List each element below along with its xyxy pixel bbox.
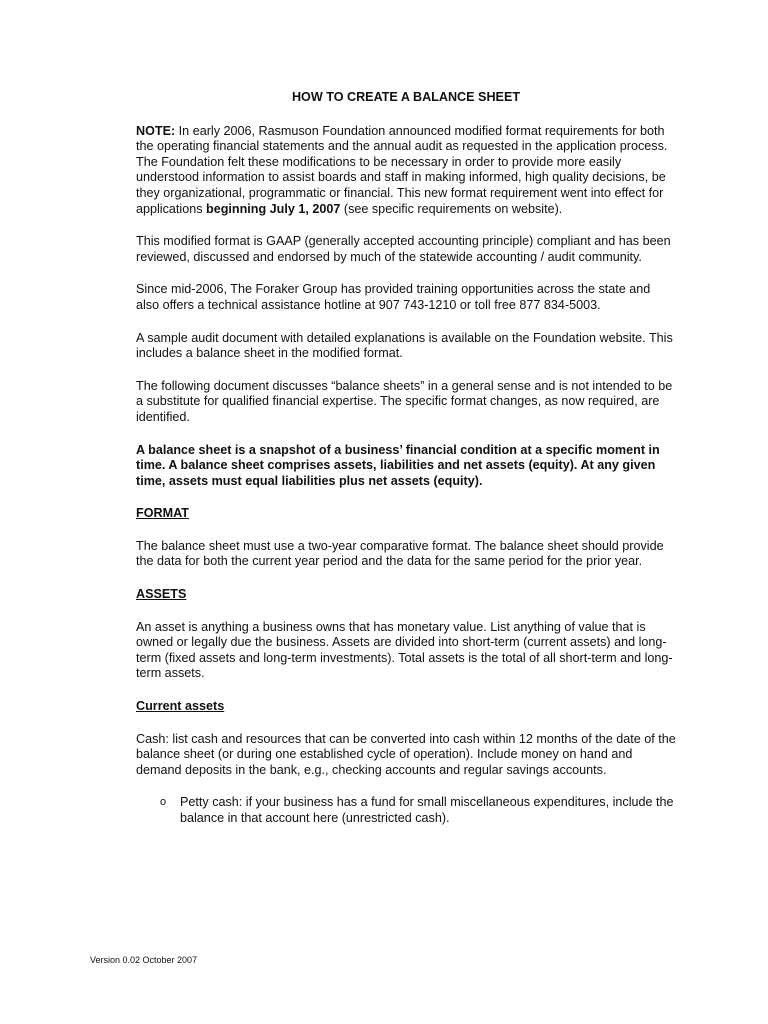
assets-text: An asset is anything a business owns that has monetary value. List anything of value that is owned or legally due the business. Assets are divided into short-term (current assets) and long-term (fixed assets and long-term investments). Total assets is the total of all short-term and long-term assets. [136, 619, 673, 681]
gaap-paragraph: This modified format is GAAP (generally accepted accounting principle) compliant and has been reviewed, discussed and endorsed by much of the statewide accounting / audit community. [136, 234, 671, 264]
assets-heading: ASSETS [136, 587, 187, 602]
note-paragraph [136, 124, 676, 218]
format-heading: FORMAT [136, 506, 189, 521]
current-assets-bullet-list [136, 795, 676, 826]
bullet-text: Petty cash: if your business has a fund for small miscellaneous expenditures, include the balance in that account here (unrestricted cash). [180, 795, 674, 825]
list-item [160, 795, 676, 826]
bullet-glyph: o [160, 796, 167, 809]
sample-audit-paragraph: A sample audit document with detailed explanations is available on the Foundation website. This includes a balance sheet in the modified format. [136, 330, 673, 361]
foraker-paragraph: Since mid-2006, The Foraker Group has provided training opportunities across the state and also offers a technical assistance hotline at 907 743-1210 or toll free 877 834-5003. [136, 282, 651, 312]
format-text: The balance sheet must use a two-year comparative format. The balance sheet should provide the data for both the current year period and the data for the same period for the prior year. [136, 538, 664, 569]
note-label: NOTE: [136, 123, 176, 138]
note-text-before: In early 2006, Rasmuson Foundation announced modified format requirements for both the operating financial statements and the annual audit as requested in the application process. The Foundation felt these modifications to be necessary in order to provide more easily understood information to assist boards and staff in making informed, high quality decisions, be they organizational, programmatic or financial. This new format requirement went into effect for applications [136, 123, 668, 216]
version-footer: Version 0.02 October 2007 [90, 955, 198, 965]
disclaimer-paragraph: The following document discusses “balance sheets” in a general sense and is not intended to be a substitute for qualified financial expertise. The specific format changes, as now required, are identified. [136, 378, 673, 424]
document-title: HOW TO CREATE A BALANCE SHEET [291, 90, 521, 104]
current-assets-text: Cash: list cash and resources that can be converted into cash within 12 months of the date of the balance sheet (or during one established cycle of operation). Include money on hand and demand deposits in the bank, e.g., checking accounts and regular savings accounts. [136, 731, 676, 777]
document-page [136, 90, 676, 827]
note-effective-date: beginning July 1, 2007 [206, 201, 341, 216]
balance-sheet-definition: A balance sheet is a snapshot of a business’ financial condition at a specific moment in time. A balance sheet comprises assets, liabilities and net assets (equity). At any given time, assets must equal liabilities plus net assets (equity). [136, 442, 660, 488]
note-text-after: (see specific requirements on website). [340, 201, 563, 216]
current-assets-heading: Current assets [136, 699, 225, 714]
